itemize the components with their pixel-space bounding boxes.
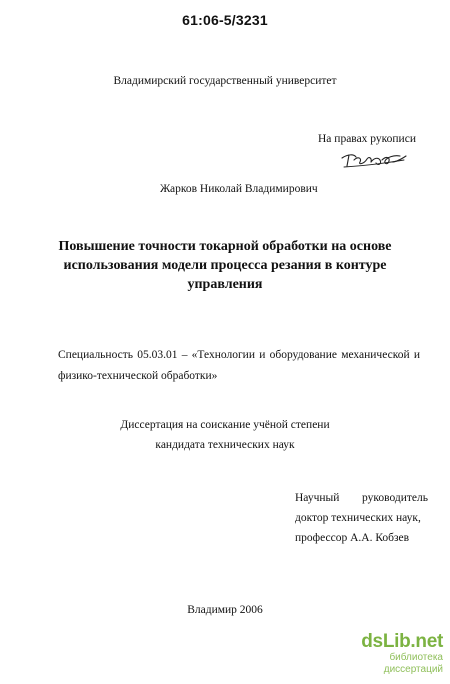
supervisor-role: Научный руководитель [295,492,428,504]
supervisor-block [295,488,428,548]
degree-line-2: кандидата технических наук [155,439,295,451]
city-year: Владимир 2006 [187,604,263,616]
specialty-line-2: физико-технической обработки» [58,370,218,382]
supervisor-name: профессор А.А. Кобзев [295,532,410,544]
document-code: 61:06-5/3231 [182,12,268,28]
supervisor-degree: доктор технических наук, [295,512,421,524]
watermark-subtitle: библиотека диссертаций [383,652,443,675]
dissertation-title: Повышение точности токарной обработки на основе использования модели процесса резания в контуре управления [58,239,392,292]
dslib-watermark [348,632,443,676]
manuscript-rights-note: На правах рукописи [318,133,416,145]
handwritten-signature [340,146,410,172]
degree-line-1: Диссертация на соискание учёной степени [120,419,330,431]
degree-statement [0,415,450,455]
specialty-line-1: Специальность 05.03.01 – «Технологии и оборудование механической и [58,349,420,361]
university-name: Владимирский государственный университет [113,75,337,87]
specialty-block [58,345,420,387]
watermark-logo: dsLib.net [361,631,443,652]
author-name: Жарков Николай Владимирович [160,183,318,195]
